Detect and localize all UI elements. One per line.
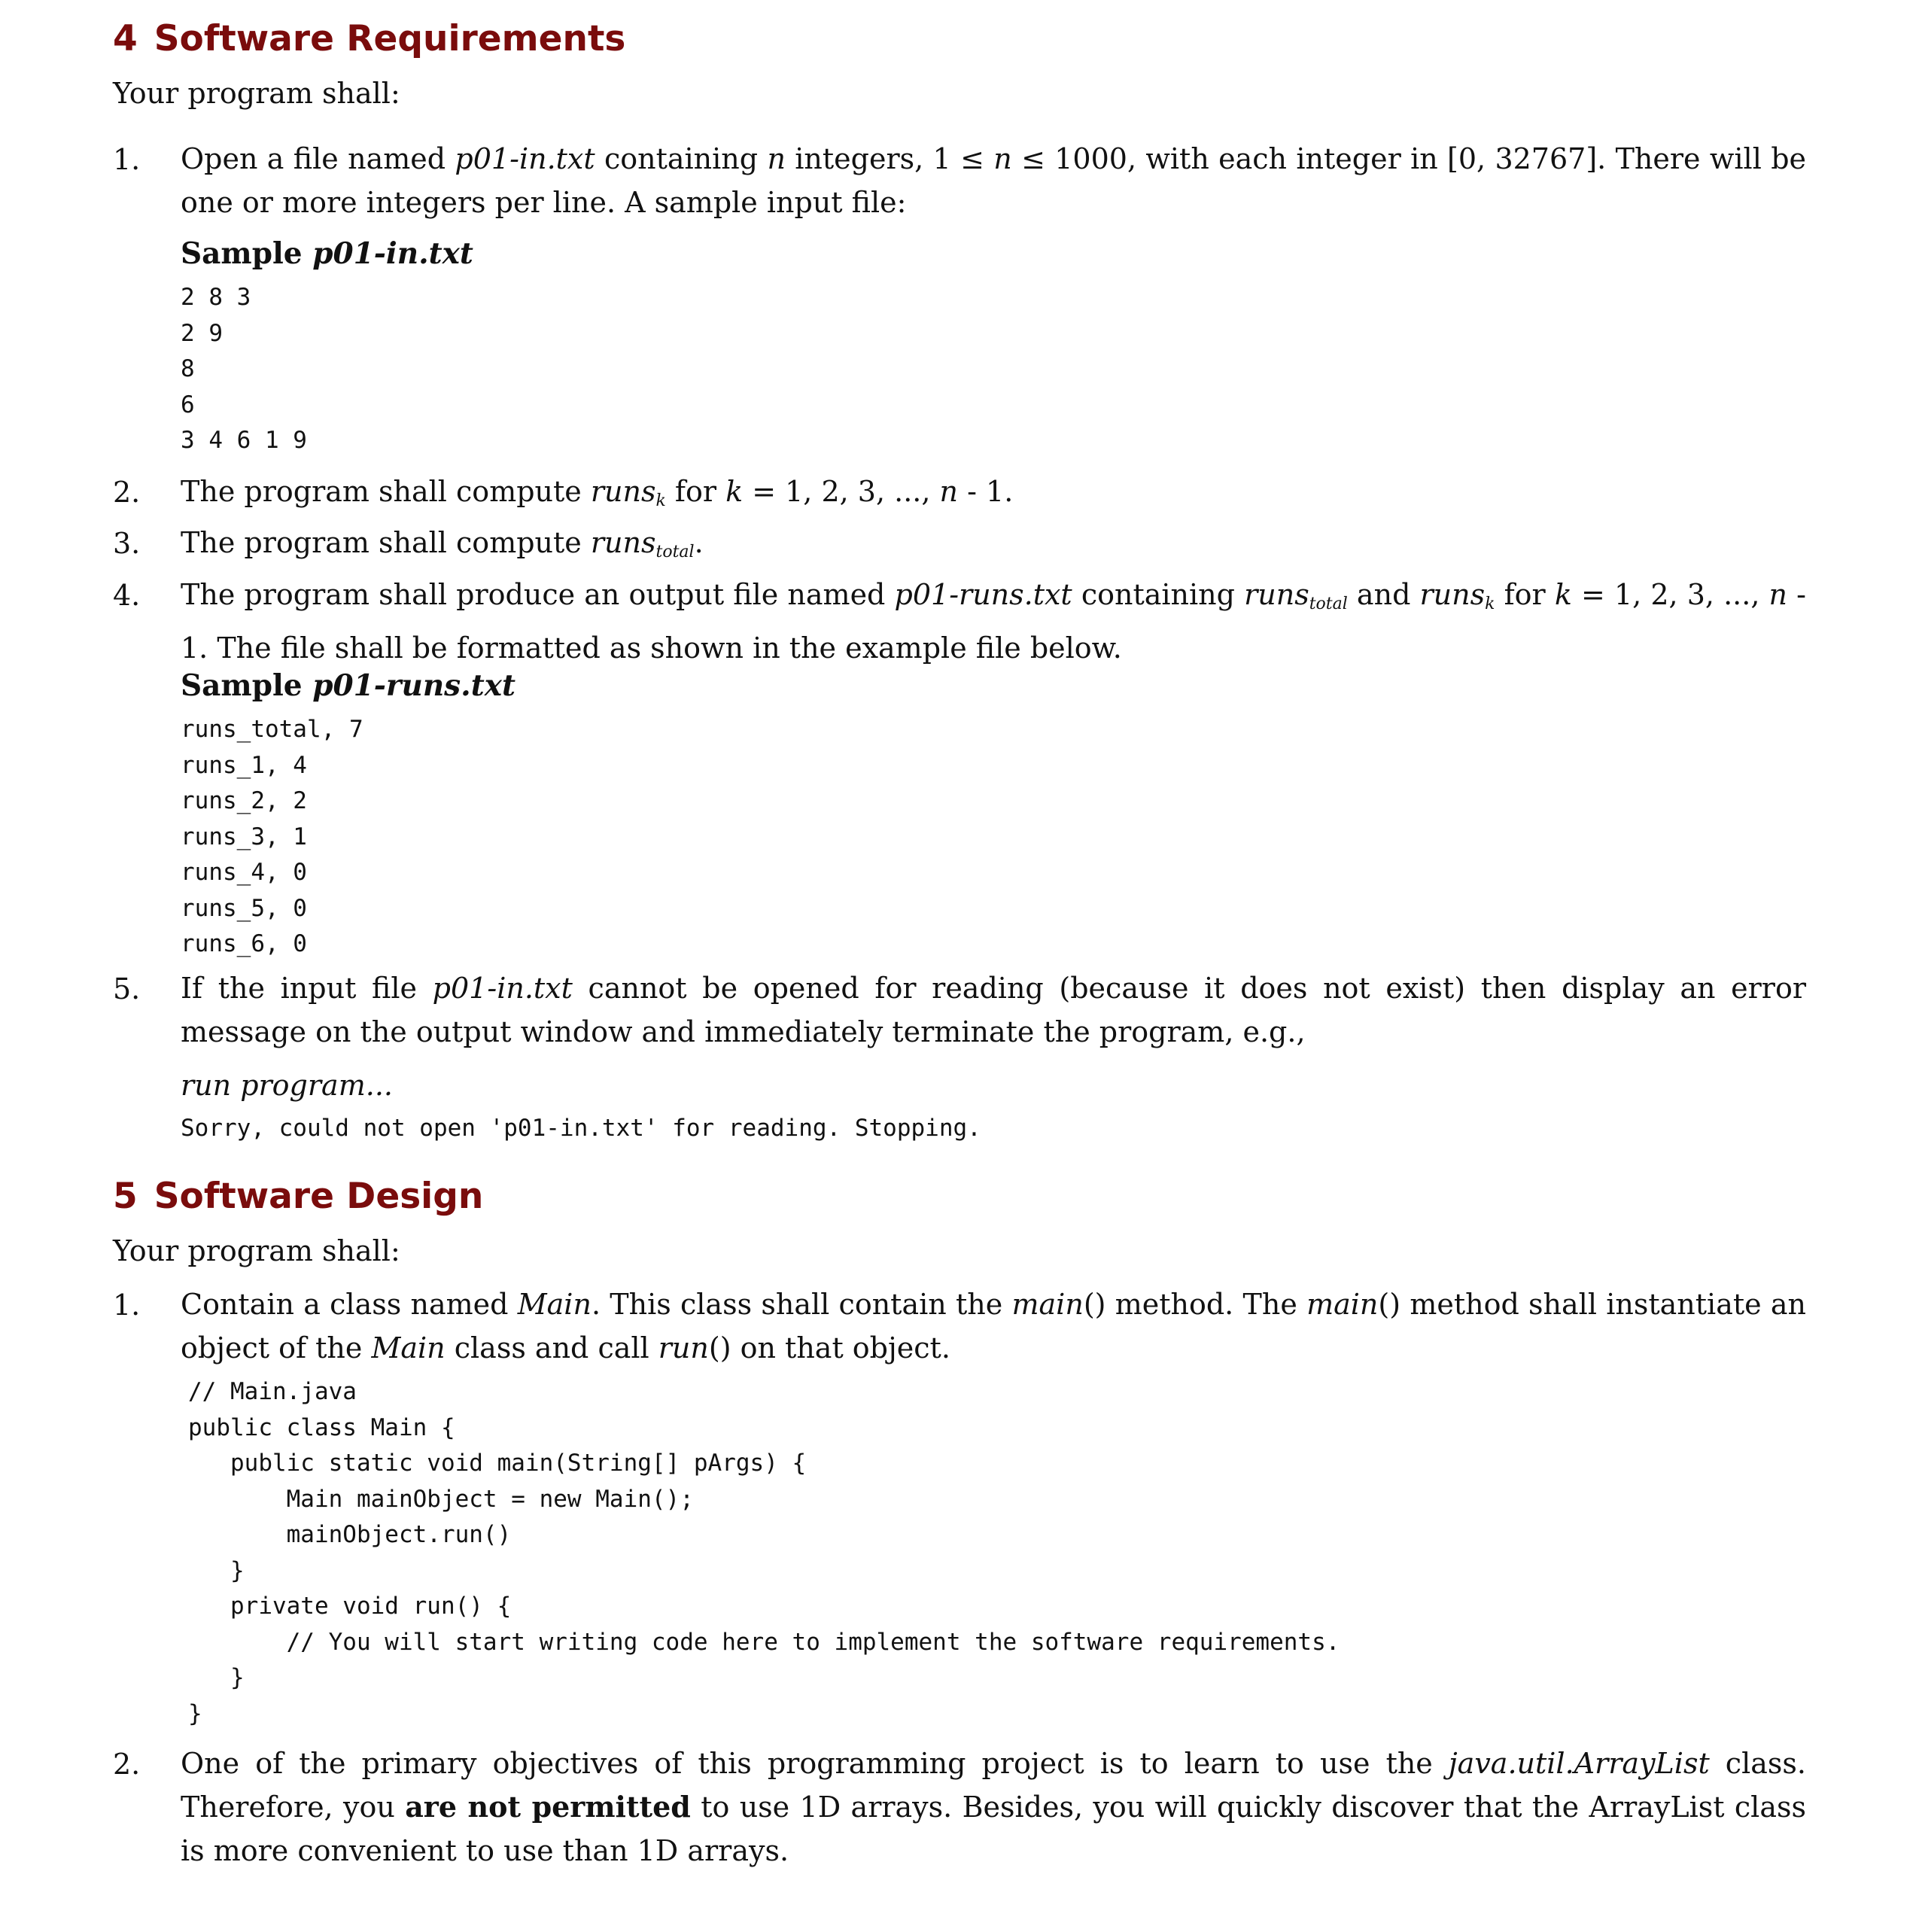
list-number: 4.: [113, 579, 141, 612]
section-title: Software Design: [154, 1176, 484, 1217]
sample-input-title: Sample p01-in.txt: [181, 236, 473, 271]
section-5-heading: [113, 1176, 483, 1217]
list-number: 2.: [113, 1748, 141, 1781]
section-4-heading: [113, 18, 625, 59]
requirement-1-text: Open a file named p01-in.txt containing n integers, 1 ≤ n ≤ 1000, with each integer in [0, 32767]. There will be one or more integers per line. A sample input file:: [181, 142, 1807, 219]
design-1-text: Contain a class named Main. This class shall contain the main() method. The main() method shall instantiate an object of the Main class and call run() on that object.: [181, 1288, 1806, 1365]
section-4-intro: Your program shall:: [113, 77, 400, 110]
run-program-label: run program...: [181, 1069, 393, 1102]
main-java-code: // Main.java public class Main { public static void main(String[] pArgs) { Main mainObject = new Main(); mainObject.run() } private void run() { // You will start writing code here to implement the software requirements. } }: [188, 1378, 1340, 1727]
error-message-line: Sorry, could not open 'p01-in.txt' for reading. Stopping.: [181, 1115, 981, 1142]
section-number: 4: [113, 18, 138, 59]
section-number: 5: [113, 1176, 138, 1217]
section-5-intro: Your program shall:: [113, 1234, 400, 1267]
list-number: 3.: [113, 527, 141, 560]
requirement-3-text: The program shall compute runs$_{total}$.: [181, 526, 704, 561]
requirement-4-text: The program shall produce an output file named p01-runs.txt containing runs$_{total}$ and runs$_k$ for k = 1, 2, 3, ..., n - 1. The file shall be formatted as shown in the example file below.: [181, 578, 1806, 665]
section-title: Software Requirements: [154, 18, 626, 59]
design-2-text: One of the primary objectives of this programming project is to learn to use the java.util.ArrayList class. Therefore, you are not permitted to use 1D arrays. Besides, you will quickly discover that the ArrayList class is more convenient to use than 1D arrays.: [181, 1747, 1806, 1867]
sample-input-file: 2 8 3 2 9 8 6 3 4 6 1 9: [181, 284, 307, 454]
list-number: 1.: [113, 143, 141, 176]
list-number: 1.: [113, 1289, 141, 1322]
requirement-2-text: The program shall compute runs$_k$ for k = 1, 2, 3, ..., n - 1.: [181, 475, 1014, 510]
sample-output-title: Sample p01-runs.txt: [181, 668, 515, 703]
sample-output-file: runs_total, 7 runs_1, 4 runs_2, 2 runs_3, 1 runs_4, 0 runs_5, 0 runs_6, 0: [181, 716, 363, 957]
requirement-5-text: If the input file p01-in.txt cannot be opened for reading (because it does not exist) then display an error message on the output window and immediately terminate the program, e.g.,: [181, 972, 1806, 1048]
list-number: 2.: [113, 476, 141, 509]
list-number: 5.: [113, 972, 141, 1006]
